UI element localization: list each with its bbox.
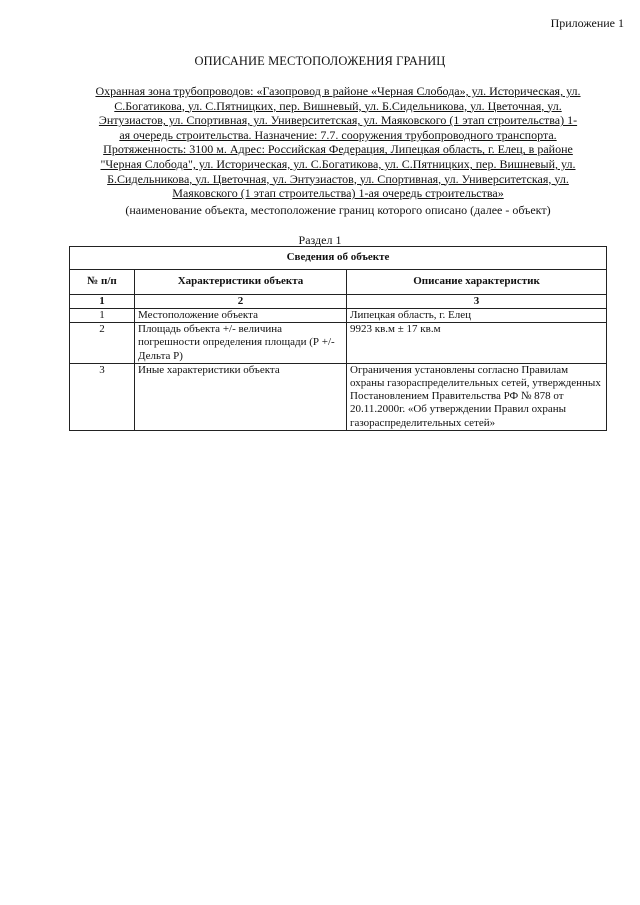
row-characteristic: Площадь объекта +/- величина погрешности определения площади (Р +/- Дельта Р) — [135, 323, 347, 364]
object-description — [70, 84, 606, 201]
row-number: 1 — [70, 309, 135, 323]
document-title: ОПИСАНИЕ МЕСТОПОЛОЖЕНИЯ ГРАНИЦ — [194, 54, 446, 68]
row-characteristic: Иные характеристики объекта — [135, 363, 347, 430]
object-description-line: "Черная Слобода", ул. Историческая, ул. С.Богатикова, ул. С.Пятницких, пер. Вишневый, ул. — [100, 156, 576, 171]
row-number: 3 — [70, 363, 135, 430]
table-row — [70, 363, 607, 430]
object-description-line: Энтузиастов, ул. Спортивная, ул. Университетская, ул. Маяковского (1 этап строительства) 1- — [98, 113, 578, 128]
row-characteristic: Местоположение объекта — [135, 309, 347, 323]
object-caption: (наименование объекта, местоположение границ которого описано (далее - объект) — [125, 203, 551, 217]
column-header-description: Описание характеристик — [347, 270, 607, 295]
column-header-number: № п/п — [70, 270, 135, 295]
table-header-row — [70, 270, 607, 295]
table-title: Сведения об объекте — [70, 247, 607, 270]
object-description-line: Маяковского (1 этап строительства) 1-ая очередь строительства» — [172, 186, 504, 201]
column-header-characteristic: Характеристики объекта — [135, 270, 347, 295]
column-number: 3 — [347, 295, 607, 309]
row-description: Ограничения установлены согласно Правилам охраны газораспределительных сетей, утвержденных Постановлением Правительства РФ № 878 от 20.11.2000г. «Об утверждении Правил охраны газораспределительных сетей» — [347, 363, 607, 430]
row-description: Липецкая область, г. Елец — [347, 309, 607, 323]
object-description-line: С.Богатикова, ул. С.Пятницких, пер. Вишневый, ул. Б.Сидельникова, ул. Цветочная, ул. — [114, 98, 562, 113]
column-number: 2 — [135, 295, 347, 309]
object-info-table — [69, 246, 607, 431]
table-row — [70, 323, 607, 364]
row-description: 9923 кв.м ± 17 кв.м — [347, 323, 607, 364]
column-number-row — [70, 295, 607, 309]
object-description-line: ая очередь строительства. Назначение: 7.7. сооружения трубопроводного транспорта. — [119, 127, 557, 142]
row-number: 2 — [70, 323, 135, 364]
object-description-line: Протяженность: 3100 м. Адрес: Российская Федерация, Липецкая область, г. Елец, в районе — [103, 142, 573, 157]
section-label: Раздел 1 — [298, 233, 342, 247]
table-row — [70, 309, 607, 323]
object-description-line: Б.Сидельникова, ул. Цветочная, ул. Энтузиастов, ул. Спортивная, ул. Университетская, ул. — [107, 171, 569, 186]
column-number: 1 — [70, 295, 135, 309]
appendix-label: Приложение 1 — [550, 16, 624, 30]
object-description-line: Охранная зона трубопроводов: «Газопровод в районе «Черная Слобода», ул. Историческая, ул. — [95, 84, 581, 98]
